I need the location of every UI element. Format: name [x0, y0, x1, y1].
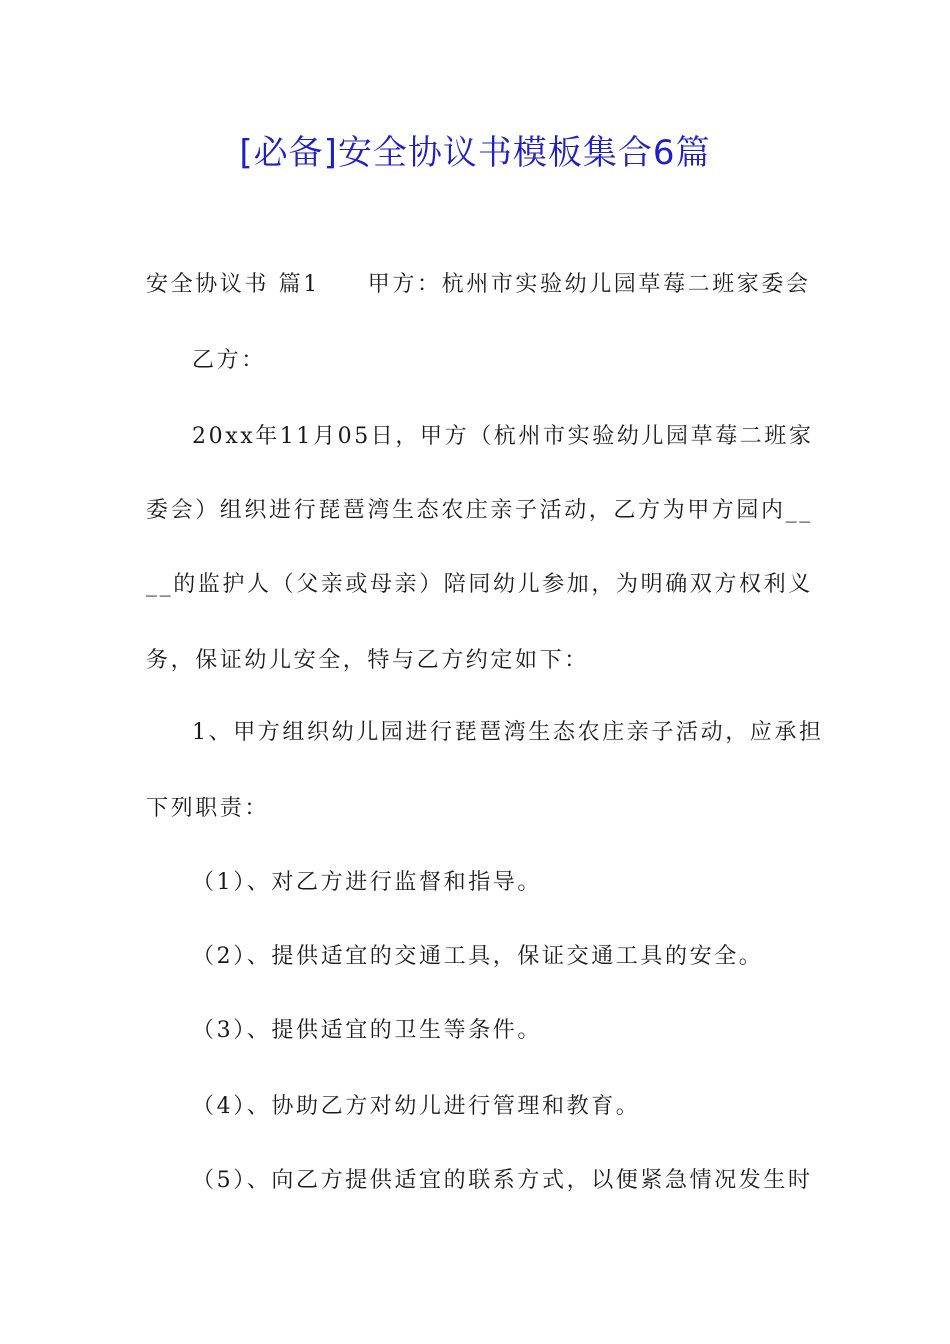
- list-item: （5）、向乙方提供适宜的联系方式，以便紧急情况发生时: [192, 1168, 813, 1193]
- heading-line: [146, 270, 811, 300]
- paragraph-line: 委会）组织进行琵琶湾生态农庄亲子活动，乙方为甲方园内__: [146, 498, 813, 523]
- party-b-line: 乙方：: [192, 348, 266, 373]
- document-title: [必备]安全协议书模板集合6篇: [239, 133, 711, 173]
- list-item: （1）、对乙方进行监督和指导。: [192, 870, 542, 895]
- list-item: （3）、提供适宜的卫生等条件。: [192, 1018, 542, 1043]
- clause-line: 1、甲方组织幼儿园进行琵琶湾生态农庄亲子活动，应承担: [192, 720, 824, 745]
- clause-line: 下列职责：: [146, 796, 270, 821]
- paragraph-line: __的监护人（父亲或母亲）陪同幼儿参加，为明确双方权利义: [146, 572, 813, 597]
- paragraph-line: 务，保证幼儿安全，特与乙方约定如下：: [146, 648, 589, 673]
- paragraph-line: 20xx年11月05日，甲方（杭州市实验幼儿园草莓二班家: [192, 424, 814, 449]
- list-item: （4）、协助乙方对幼儿进行管理和教育。: [192, 1094, 641, 1119]
- section-label: 安全协议书 篇1: [146, 272, 320, 297]
- list-item: （2）、提供适宜的交通工具，保证交通工具的安全。: [192, 944, 764, 969]
- party-a-line: 甲方：杭州市实验幼儿园草莓二班家委会: [367, 272, 811, 297]
